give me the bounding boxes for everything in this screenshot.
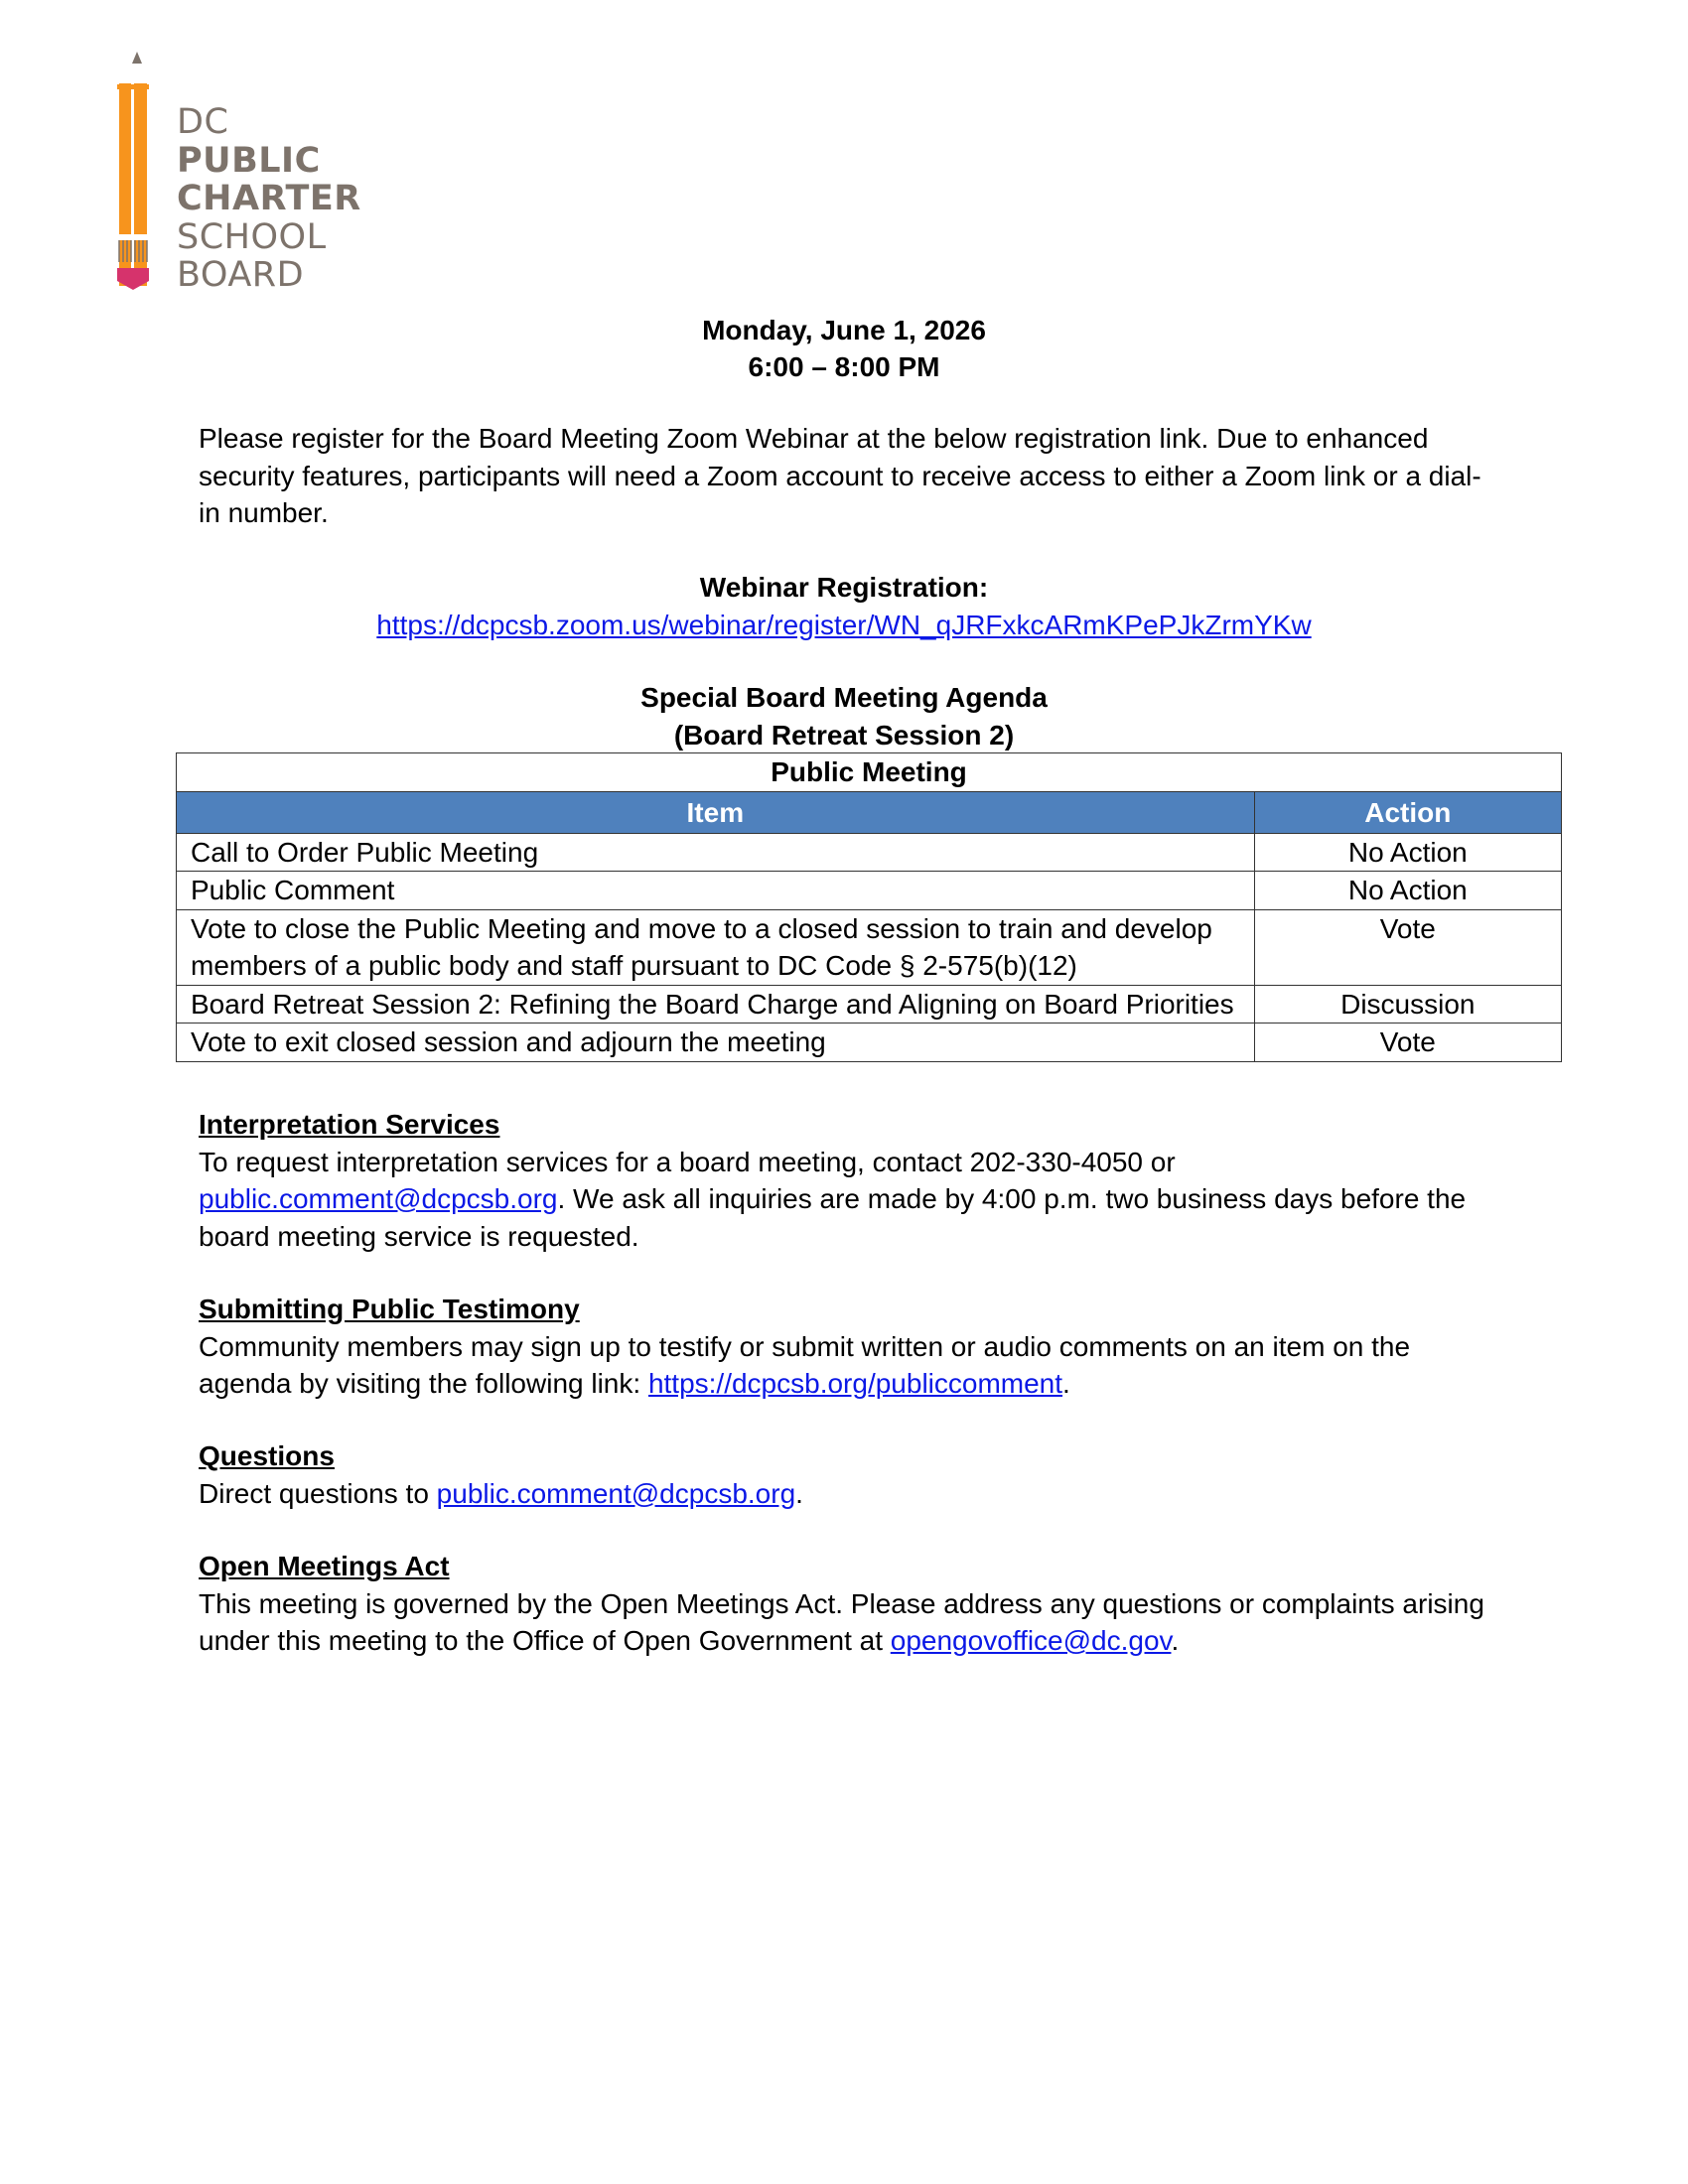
webinar-registration — [0, 569, 1688, 643]
table-row — [177, 872, 1562, 910]
table-row — [177, 985, 1562, 1024]
table-row — [177, 909, 1562, 985]
logo-line-board: BOARD — [177, 255, 305, 295]
agenda-item: Vote to close the Public Meeting and move to a closed session to train and develop members of a public body and staff pursuant to DC Code § 2-575(b)(12) — [177, 909, 1255, 985]
agenda-item: Public Comment — [177, 872, 1255, 910]
agenda-subtitle: (Board Retreat Session 2) — [673, 719, 1015, 751]
dc-pcsb-logo — [113, 50, 371, 293]
open-meetings-email-link[interactable]: opengovoffice@dc.gov — [890, 1625, 1172, 1656]
agenda-title-block — [0, 679, 1688, 753]
meeting-date: Monday, June 1, 2026 — [702, 315, 986, 345]
webinar-label: Webinar Registration: — [699, 572, 989, 603]
agenda-item: Call to Order Public Meeting — [177, 833, 1255, 872]
questions-heading: Questions — [199, 1440, 335, 1471]
intro-paragraph: Please register for the Board Meeting Zoom Webinar at the below registration link. Due to enhanced security features, participants will need a Zoom account to receive access to either a Zoom link or a dial-in number. — [199, 423, 1481, 528]
testimony-link[interactable]: https://dcpcsb.org/publiccomment — [647, 1368, 1063, 1399]
column-header-action: Action — [1254, 791, 1561, 833]
meeting-time: 6:00 – 8:00 PM — [748, 351, 940, 382]
table-row — [177, 833, 1562, 872]
logo-line-school: SCHOOL — [177, 216, 327, 257]
logo-line-public: PUBLIC — [177, 140, 321, 181]
testimony-section — [199, 1291, 1489, 1403]
agenda-section-header: Public Meeting — [177, 753, 1562, 792]
interpretation-section — [199, 1106, 1489, 1255]
agenda-action: Vote — [1254, 909, 1561, 985]
open-meetings-section — [199, 1548, 1489, 1660]
agenda-action: Discussion — [1254, 985, 1561, 1024]
logo-line-charter: CHARTER — [177, 179, 361, 218]
agenda-table — [176, 752, 1562, 1062]
pencil-logo-icon — [113, 50, 173, 293]
testimony-heading: Submitting Public Testimony — [199, 1294, 580, 1324]
agenda-item: Board Retreat Session 2: Refining the Board Charge and Aligning on Board Priorities — [177, 985, 1255, 1024]
questions-text: Direct questions to public.comment@dcpcsb.org. — [199, 1477, 803, 1509]
questions-email-link[interactable]: public.comment@dcpcsb.org — [436, 1477, 796, 1509]
table-row — [177, 1024, 1562, 1062]
open-meetings-heading: Open Meetings Act — [199, 1551, 450, 1581]
agenda-action: Vote — [1254, 1024, 1561, 1062]
questions-section — [199, 1437, 1489, 1512]
agenda-action: No Action — [1254, 872, 1561, 910]
column-header-item: Item — [177, 791, 1255, 833]
logo-wordmark — [177, 103, 361, 295]
testimony-text: Community members may sign up to testify or submit written or audio comments on an item on the agenda by visiting the following link: https://dcpcsb.org/publiccomment. — [199, 1330, 1411, 1399]
agenda-action: No Action — [1254, 833, 1561, 872]
webinar-link[interactable]: https://dcpcsb.zoom.us/webinar/register/WN_qJRFxkcARmKPePJkZrmYKw — [376, 609, 1312, 640]
meeting-datetime — [0, 312, 1688, 385]
interpretation-heading: Interpretation Services — [199, 1109, 500, 1140]
agenda-item: Vote to exit closed session and adjourn the meeting — [177, 1024, 1255, 1062]
agenda-title: Special Board Meeting Agenda — [640, 682, 1048, 713]
logo-line-dc: DC — [177, 102, 229, 142]
interpretation-email-link[interactable]: public.comment@dcpcsb.org — [199, 1183, 558, 1214]
interpretation-text: To request interpretation services for a board meeting, contact 202-330-4050 or public.comment@dcpcsb.org. We ask all inquiries are made by 4:00 p.m. two business days before the board meeting service is requested. — [199, 1146, 1467, 1252]
open-meetings-text: This meeting is governed by the Open Meetings Act. Please address any questions or complaints arising under this meeting to the Office of Open Government at opengovoffice@dc.gov. — [199, 1587, 1484, 1656]
